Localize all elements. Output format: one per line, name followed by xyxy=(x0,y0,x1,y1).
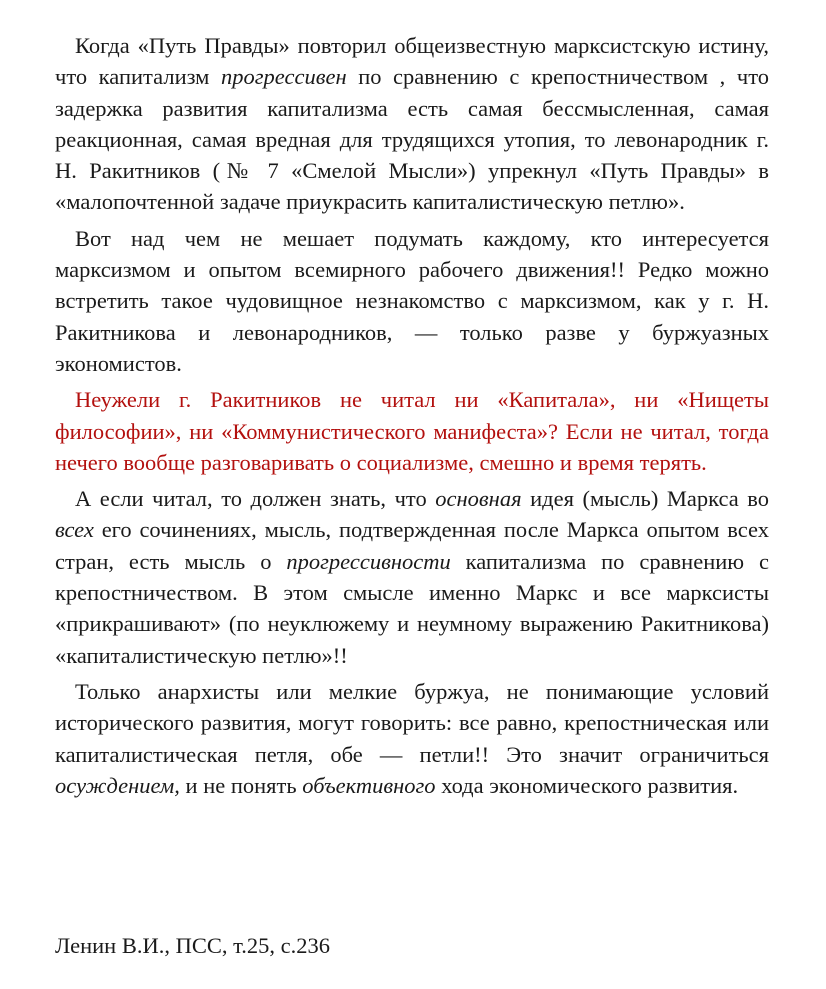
text-segment-italic: основная xyxy=(435,486,522,512)
text-segment: хода экономического развития. xyxy=(435,772,739,798)
paragraph-2 xyxy=(55,223,769,379)
text-segment: по сравнению с крепостничеством , что задержка развития капитализма есть самая бессмысленная, самая реакционная, самая вредная для трудящихся утопия, то левонародник г. Н. Ракитников (№ 7 «Смелой Мысли») упрекнул «Путь Правды» в «малопочтенной задаче приукрасить капиталистическую петлю». xyxy=(55,64,769,215)
text-segment-italic: всех xyxy=(55,517,94,543)
text-segment: Вот над чем не мешает подумать каждому, кто интересуется марксизмом и опытом всемирного рабочего движения!! Редко можно встретить такое чудовищное незнакомство с марксизмом, как у г. Н. Ракитникова и левонародников, — только разве у буржуазных экономистов. xyxy=(55,225,769,376)
text-segment-italic: объективного xyxy=(302,772,436,798)
paragraph-1 xyxy=(55,30,769,218)
text-segment-italic: осуждением, xyxy=(55,772,180,798)
text-segment: Неужели г. Ракитников не читал ни «Капитала», ни «Нищеты философии», ни «Коммунистического манифеста»? Если не читал, тогда нечего вообще разговаривать о социализме, смешно и время терять. xyxy=(55,387,769,475)
text-segment: А если читал, то должен знать, что xyxy=(75,486,436,512)
text-segment: Только анархисты или мелкие буржуа, не понимающие условий исторического развития, могут говорить: все равно, крепостническая или капиталистическая петля, обе — петли!! Это значит ограничиться xyxy=(55,678,769,767)
text-segment: и не понять xyxy=(179,772,303,798)
text-segment: Когда «Путь Правды» повторил общеизвестную марксистскую истину, что капитализм xyxy=(55,33,769,90)
paragraph-4 xyxy=(55,483,769,671)
text-segment: идея (мысль) Маркса во xyxy=(521,486,769,512)
text-segment-italic: прогрессивности xyxy=(286,548,451,574)
paragraph-3-highlighted xyxy=(55,384,769,478)
source-citation: Ленин В.И., ПСС, т.25, с.236 xyxy=(55,933,330,958)
text-segment: капитализма по сравнению с крепостничеством. В этом смысле именно Маркс и все марксисты «прикрашивают» (по неуклюжему и неумному выражению Ракитникова) «капиталистическую петлю»!! xyxy=(55,548,769,668)
document-body xyxy=(55,30,769,806)
text-segment: его сочинениях, мысль, подтвержденная после Маркса опытом всех стран, есть мысль о xyxy=(55,517,769,574)
text-segment-italic: прогрессивен xyxy=(221,64,347,90)
paragraph-5 xyxy=(55,676,769,801)
